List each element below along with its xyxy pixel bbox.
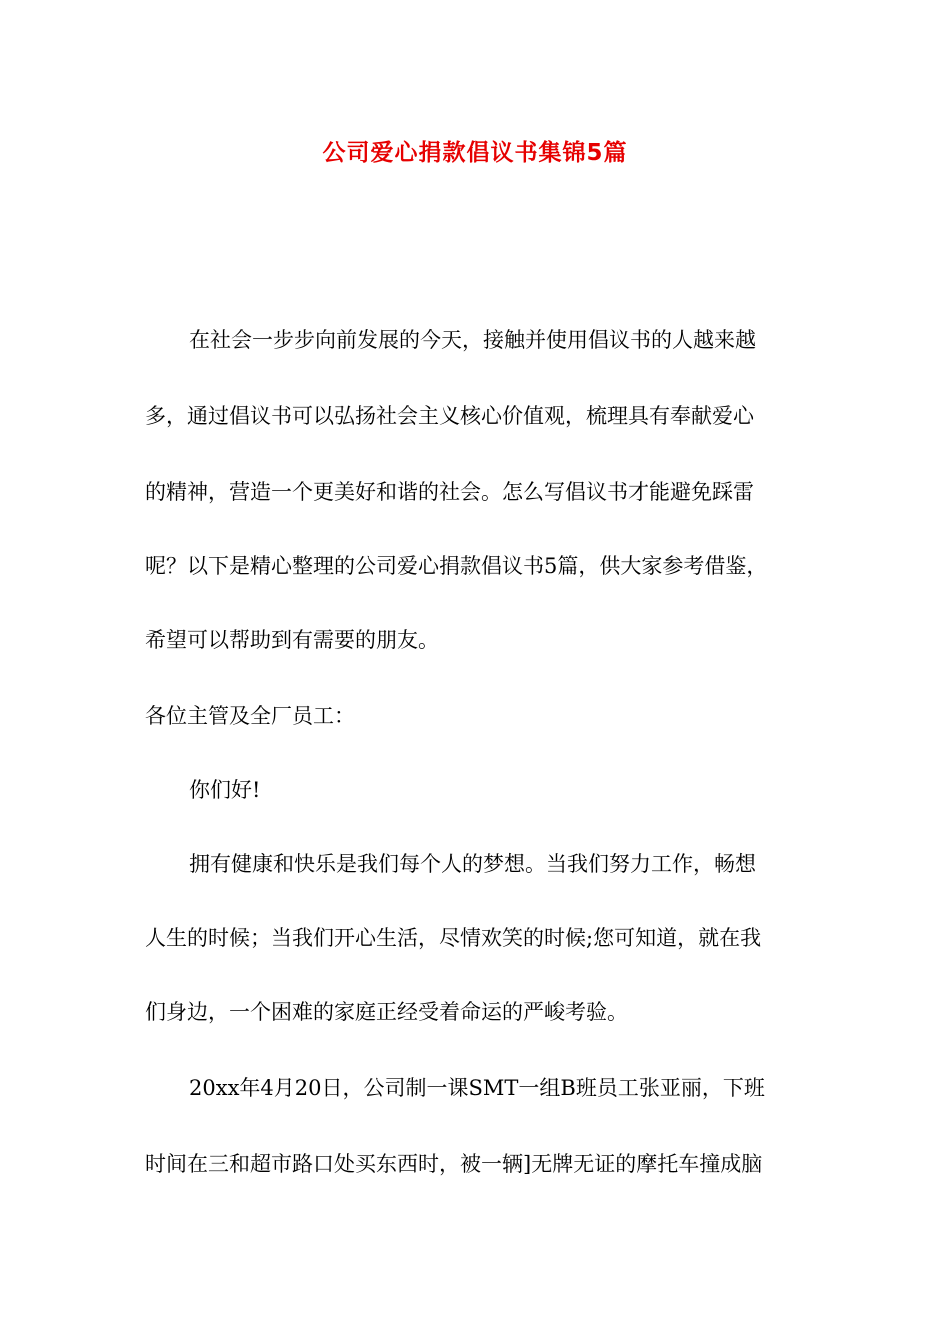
paragraph-line: 的精神，营造一个更美好和谐的社会。怎么写倡议书才能避免踩雷 [145, 480, 754, 504]
paragraph-line: 呢？以下是精心整理的公司爱心捐款倡议书5篇，供大家参考借鉴， [145, 554, 768, 578]
paragraph-line: 人生的时候；当我们开心生活，尽情欢笑的时候;您可知道，就在我 [145, 926, 762, 950]
paragraph-line: 多，通过倡议书可以弘扬社会主义核心价值观，梳理具有奉献爱心 [145, 404, 754, 428]
paragraph-line: 在社会一步步向前发展的今天，接触并使用倡议书的人越来越 [189, 328, 756, 352]
paragraph-line: 们身边，一个困难的家庭正经受着命运的严峻考验。 [145, 1000, 628, 1024]
salutation-line: 各位主管及全厂员工： [145, 704, 355, 728]
paragraph-line: 20xx年4月20日，公司制一课SMT一组B班员工张亚丽，下班 [189, 1076, 765, 1100]
greeting-line: 你们好! [189, 778, 261, 802]
paragraph-line: 时间在三和超市路口处买东西时，被一辆]无牌无证的摩托车撞成脑 [145, 1152, 763, 1176]
paragraph-line: 拥有健康和快乐是我们每个人的梦想。当我们努力工作，畅想 [189, 852, 756, 876]
paragraph-line: 希望可以帮助到有需要的朋友。 [145, 628, 439, 652]
document-title: 公司爱心捐款倡议书集锦5篇 [322, 140, 628, 166]
